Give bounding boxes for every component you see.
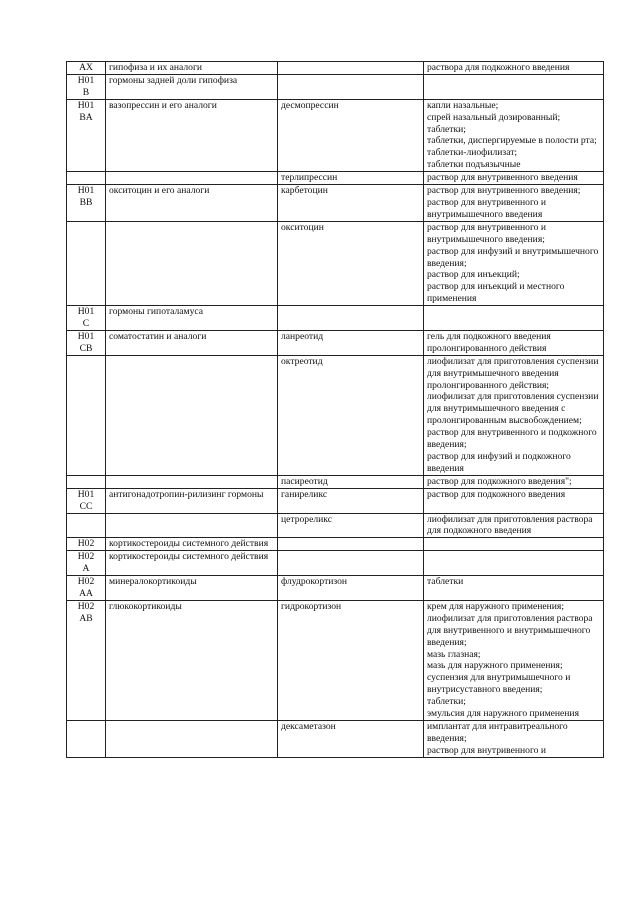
substance-cell bbox=[278, 538, 424, 551]
table-row bbox=[67, 62, 604, 75]
substance-cell: цетрореликс bbox=[278, 513, 424, 538]
substance-cell: пасиреотид bbox=[278, 475, 424, 488]
dosage-forms-cell: таблетки bbox=[424, 576, 604, 601]
group-name-cell: вазопрессин и его аналоги bbox=[106, 99, 278, 171]
group-name-cell: кортикостероиды системного действия bbox=[106, 538, 278, 551]
substance-cell: ганиреликс bbox=[278, 488, 424, 513]
table-row bbox=[67, 475, 604, 488]
atc-code-cell: H02 AB bbox=[67, 600, 106, 720]
group-name-cell: кортикостероиды системного действия bbox=[106, 551, 278, 576]
substance-cell: ланреотид bbox=[278, 330, 424, 355]
substance-cell bbox=[278, 306, 424, 331]
group-name-cell bbox=[106, 475, 278, 488]
table-row bbox=[67, 720, 604, 757]
atc-code-cell: H01 BB bbox=[67, 185, 106, 222]
substance-cell: терлипрессин bbox=[278, 172, 424, 185]
atc-code-cell: H01 B bbox=[67, 74, 106, 99]
table-row bbox=[67, 538, 604, 551]
group-name-cell: окситоцин и его аналоги bbox=[106, 185, 278, 222]
atc-code-cell bbox=[67, 172, 106, 185]
substance-cell: октреотид bbox=[278, 355, 424, 475]
table-row bbox=[67, 551, 604, 576]
table-row bbox=[67, 306, 604, 331]
dosage-forms-cell: раствор для подкожного введения"; bbox=[424, 475, 604, 488]
group-name-cell: гормоны гипоталамуса bbox=[106, 306, 278, 331]
table-row bbox=[67, 600, 604, 720]
group-name-cell: минералокортикоиды bbox=[106, 576, 278, 601]
atc-code-cell: H01 BA bbox=[67, 99, 106, 171]
group-name-cell bbox=[106, 355, 278, 475]
substance-cell: флудрокортизон bbox=[278, 576, 424, 601]
dosage-forms-cell: раствор для внутривенного и внутримышечного введения; раствор для инфузий и внутримышечного введения; раствор для инъекций; раствор для инъекций и местного применения bbox=[424, 221, 604, 305]
group-name-cell: антигонадотропин-рилизинг гормоны bbox=[106, 488, 278, 513]
atc-code-cell bbox=[67, 513, 106, 538]
dosage-forms-cell: гель для подкожного введения пролонгированного действия bbox=[424, 330, 604, 355]
atc-code-cell: H01 C bbox=[67, 306, 106, 331]
substance-cell bbox=[278, 62, 424, 75]
dosage-forms-cell bbox=[424, 538, 604, 551]
dosage-forms-cell bbox=[424, 306, 604, 331]
atc-code-cell: H01 CC bbox=[67, 488, 106, 513]
dosage-forms-cell: раствор для внутривенного введения bbox=[424, 172, 604, 185]
dosage-forms-cell: раствор для подкожного введения bbox=[424, 488, 604, 513]
table-row bbox=[67, 576, 604, 601]
atc-code-cell: H02 A bbox=[67, 551, 106, 576]
atc-code-cell bbox=[67, 355, 106, 475]
group-name-cell bbox=[106, 221, 278, 305]
table-row bbox=[67, 172, 604, 185]
atc-code-cell bbox=[67, 475, 106, 488]
dosage-forms-cell bbox=[424, 551, 604, 576]
group-name-cell: гормоны задней доли гипофиза bbox=[106, 74, 278, 99]
table-row bbox=[67, 513, 604, 538]
atc-code-cell bbox=[67, 221, 106, 305]
substance-cell: карбетоцин bbox=[278, 185, 424, 222]
atc-code-cell: H01 CB bbox=[67, 330, 106, 355]
substance-cell: десмопрессин bbox=[278, 99, 424, 171]
group-name-cell bbox=[106, 172, 278, 185]
table-row bbox=[67, 355, 604, 475]
dosage-forms-cell: крем для наружного применения; лиофилизат для приготовления раствора для внутривенного и внутримышечного введения; мазь глазная; мазь для наружного применения; суспензия для внутримышечного и внутрисуставного введения; таблетки; эмульсия для наружного применения bbox=[424, 600, 604, 720]
dosage-forms-cell: капли назальные; спрей назальный дозированный; таблетки; таблетки, диспергируемые в полости рта; таблетки-лиофилизат; таблетки подъязычные bbox=[424, 99, 604, 171]
substance-cell: дексаметазон bbox=[278, 720, 424, 757]
group-name-cell: глюкокортикоиды bbox=[106, 600, 278, 720]
dosage-forms-cell: имплантат для интравитреального введения; раствор для внутривенного и bbox=[424, 720, 604, 757]
dosage-forms-cell: раствора для подкожного введения bbox=[424, 62, 604, 75]
dosage-forms-cell: лиофилизат для приготовления суспензии для внутримышечного введения пролонгированного действия; лиофилизат для приготовления суспензии для внутримышечного введения с пролонгированным высвобождением; раствор для внутривенного и подкожного введения; раствор для инфузий и подкожного введения bbox=[424, 355, 604, 475]
atc-code-cell bbox=[67, 720, 106, 757]
table-row bbox=[67, 74, 604, 99]
dosage-forms-cell: раствор для внутривенного введения; раствор для внутривенного и внутримышечного введения bbox=[424, 185, 604, 222]
atc-code-cell: АХ bbox=[67, 62, 106, 75]
table-row bbox=[67, 330, 604, 355]
group-name-cell: гипофиза и их аналоги bbox=[106, 62, 278, 75]
atc-code-cell: H02 AA bbox=[67, 576, 106, 601]
group-name-cell bbox=[106, 720, 278, 757]
drug-classification-table bbox=[66, 61, 604, 758]
substance-cell: гидрокортизон bbox=[278, 600, 424, 720]
substance-cell bbox=[278, 551, 424, 576]
dosage-forms-cell: лиофилизат для приготовления раствора для подкожного введения bbox=[424, 513, 604, 538]
group-name-cell: соматостатин и аналоги bbox=[106, 330, 278, 355]
substance-cell: окситоцин bbox=[278, 221, 424, 305]
group-name-cell bbox=[106, 513, 278, 538]
substance-cell bbox=[278, 74, 424, 99]
table-body bbox=[67, 62, 604, 758]
table-row bbox=[67, 185, 604, 222]
dosage-forms-cell bbox=[424, 74, 604, 99]
table-row bbox=[67, 99, 604, 171]
atc-code-cell: H02 bbox=[67, 538, 106, 551]
table-row bbox=[67, 488, 604, 513]
table-row bbox=[67, 221, 604, 305]
